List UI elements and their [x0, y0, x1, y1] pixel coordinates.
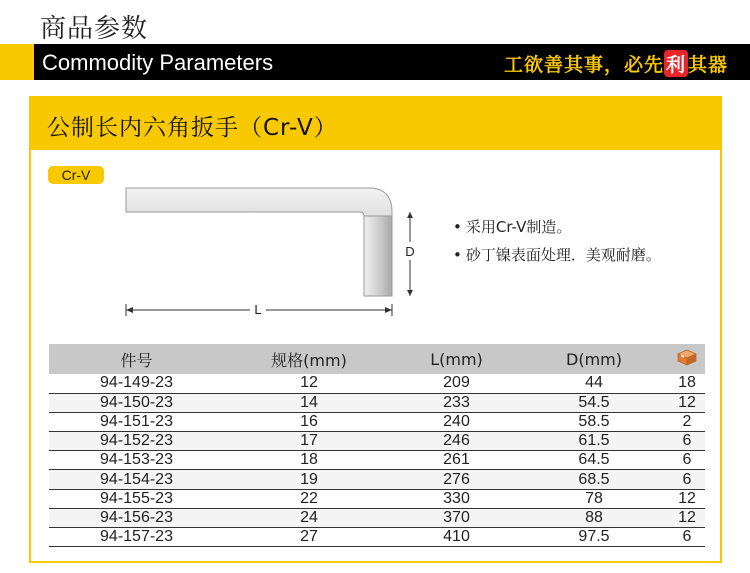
cell-part-no: 94-151-23 [49, 412, 224, 431]
cell-length: 276 [394, 470, 519, 489]
spec-table [49, 344, 705, 547]
banner-accent [0, 44, 34, 80]
feature-item: • 采用Cr-V制造。 [453, 218, 572, 236]
cell-part-no: 94-156-23 [49, 508, 224, 527]
cell-depth: 88 [519, 508, 669, 527]
cell-qty: 12 [669, 508, 705, 527]
cell-qty: 6 [669, 432, 705, 451]
table-row [49, 528, 705, 547]
feature-list [453, 216, 661, 272]
header-banner [0, 44, 750, 80]
cell-depth: 61.5 [519, 432, 669, 451]
dim-label-l: L [254, 302, 262, 317]
cell-size: 17 [224, 432, 394, 451]
cell-depth: 97.5 [519, 528, 669, 547]
cell-part-no: 94-153-23 [49, 451, 224, 470]
slogan-mark: 利 [664, 50, 688, 77]
cell-size: 24 [224, 508, 394, 527]
cell-depth: 44 [519, 374, 669, 393]
table-row [49, 393, 705, 412]
hex-key-illustration [124, 186, 424, 326]
cell-part-no: 94-154-23 [49, 470, 224, 489]
cell-qty: 18 [669, 374, 705, 393]
cell-size: 16 [224, 412, 394, 431]
cell-qty: 12 [669, 489, 705, 508]
table-header-row [49, 344, 705, 374]
cell-qty: 6 [669, 470, 705, 489]
product-card [29, 96, 722, 563]
cell-length: 246 [394, 432, 519, 451]
box-icon [676, 348, 698, 366]
cell-size: 14 [224, 393, 394, 412]
table-row [49, 412, 705, 431]
cell-size: 22 [224, 489, 394, 508]
cell-qty: 12 [669, 393, 705, 412]
col-header-size: 规格(mm) [224, 344, 394, 374]
cell-size: 27 [224, 528, 394, 547]
table-row [49, 432, 705, 451]
cell-length: 233 [394, 393, 519, 412]
table-row [49, 508, 705, 527]
cell-part-no: 94-152-23 [49, 432, 224, 451]
cell-size: 19 [224, 470, 394, 489]
table-row [49, 470, 705, 489]
page-title: 商品参数 [40, 14, 149, 44]
col-header-qty [669, 344, 705, 374]
cell-size: 12 [224, 374, 394, 393]
slogan-before: 工欲善其事，必先 [503, 54, 664, 76]
bullet-icon: • [453, 246, 462, 264]
table-row [49, 451, 705, 470]
slogan [504, 50, 728, 77]
cell-qty: 2 [669, 412, 705, 431]
cell-qty: 6 [669, 451, 705, 470]
cell-depth: 58.5 [519, 412, 669, 431]
table-row [49, 489, 705, 508]
cell-length: 410 [394, 528, 519, 547]
cell-part-no: 94-157-23 [49, 528, 224, 547]
cell-qty: 6 [669, 528, 705, 547]
cell-part-no: 94-155-23 [49, 489, 224, 508]
col-header-part-no: 件号 [49, 344, 224, 374]
cell-length: 209 [394, 374, 519, 393]
col-header-length: L(mm) [394, 344, 519, 374]
table-row [49, 374, 705, 393]
cell-length: 330 [394, 489, 519, 508]
product-card-header [31, 98, 720, 150]
cell-length: 370 [394, 508, 519, 527]
slogan-after: 其器 [687, 54, 728, 76]
cell-depth: 54.5 [519, 393, 669, 412]
material-tag: Cr-V [48, 166, 104, 184]
cell-part-no: 94-150-23 [49, 393, 224, 412]
cell-size: 18 [224, 451, 394, 470]
product-title: 公制长内六角扳手（Cr-V） [47, 115, 338, 141]
col-header-depth: D(mm) [519, 344, 669, 374]
cell-part-no: 94-149-23 [49, 374, 224, 393]
dim-label-d: D [405, 244, 415, 259]
cell-length: 261 [394, 451, 519, 470]
cell-length: 240 [394, 412, 519, 431]
cell-depth: 68.5 [519, 470, 669, 489]
cell-depth: 78 [519, 489, 669, 508]
bullet-icon: • [453, 218, 462, 236]
banner-title-en: Commodity Parameters [42, 50, 274, 75]
cell-depth: 64.5 [519, 451, 669, 470]
feature-item: • 砂丁镍表面处理．美观耐磨。 [453, 246, 661, 264]
